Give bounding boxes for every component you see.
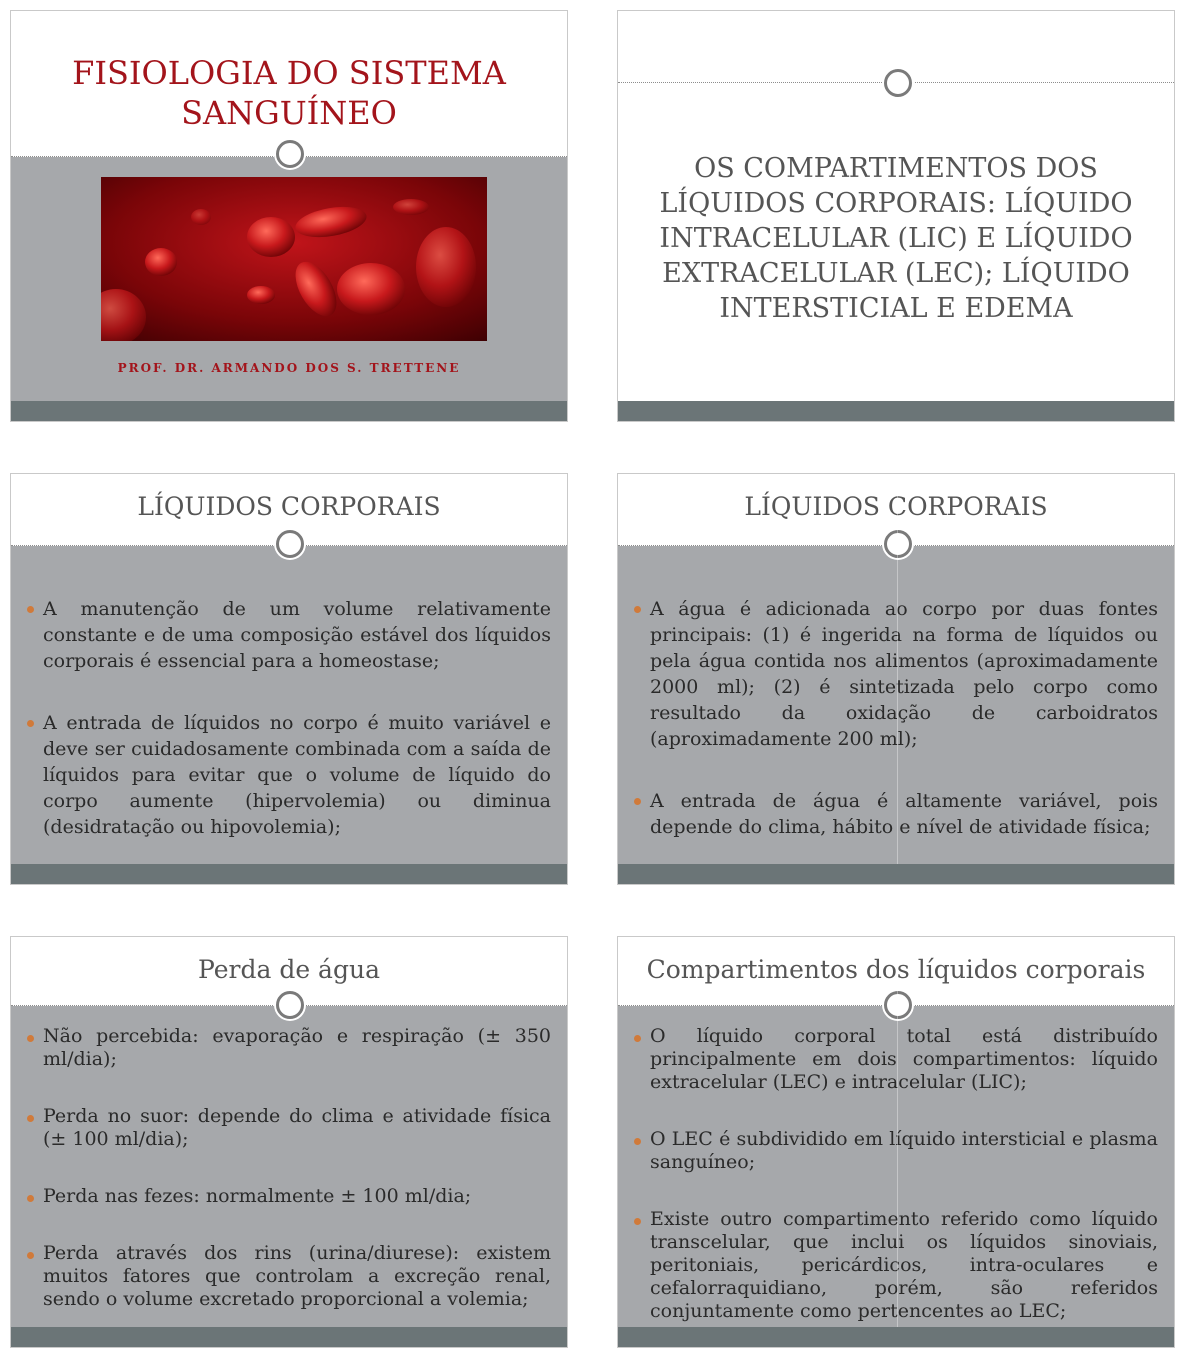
slide-footer xyxy=(11,1327,567,1347)
list-item: Não percebida: evaporação e respiração (± 350 ml/dia); xyxy=(25,1025,551,1071)
author-line: PROF. DR. ARMANDO DOS S. TRETTENE xyxy=(117,361,461,375)
page-fold-line xyxy=(897,937,898,1347)
slide-3 xyxy=(10,473,568,885)
slide-footer xyxy=(11,864,567,884)
bullet-list xyxy=(632,1025,1158,1323)
ring-ornament-icon xyxy=(276,140,304,168)
slide-1 xyxy=(10,10,568,422)
slide-title: LÍQUIDOS CORPORAIS xyxy=(744,492,1048,521)
ring-ornament-icon xyxy=(276,530,304,558)
red-blood-cells-image xyxy=(101,177,487,341)
slide-title: FISIOLOGIA DO SISTEMA SANGUÍNEO xyxy=(72,54,506,132)
bullet-list xyxy=(25,1025,551,1311)
ring-ornament-icon xyxy=(276,991,304,1019)
list-item: Perda através dos rins (urina/diurese): existem muitos fatores que controlam a excreção renal, sendo o volume excretado proporcional a volemia; xyxy=(25,1242,551,1311)
bullet-list xyxy=(25,596,551,840)
list-item: Existe outro compartimento referido como líquido transcelular, que inclui os líquidos sinoviais, peritoniais, pericárdicos, intra-oculares e cefalorraquidiano, porém, são referidos conjuntamente como pertencentes ao LEC; xyxy=(632,1208,1158,1323)
bullet-list xyxy=(632,596,1158,840)
page-fold-line xyxy=(897,474,898,884)
slide-title: Compartimentos dos líquidos corporais xyxy=(646,955,1146,984)
slide-footer xyxy=(618,1327,1174,1347)
list-item: A entrada de água é altamente variável, pois depende do clima, hábito e nível de atividade física; xyxy=(632,788,1158,840)
list-item: Perda nas fezes: normalmente ± 100 ml/dia; xyxy=(25,1185,551,1208)
list-item: O LEC é subdividido em líquido intersticial e plasma sanguíneo; xyxy=(632,1128,1158,1174)
list-item: A entrada de líquidos no corpo é muito variável e deve ser cuidadosamente combinada com a saída de líquidos para evitar que o volume de líquido do corpo aumente (hipervolemia) ou diminua (desidratação ou hipovolemia); xyxy=(25,710,551,840)
slide-6 xyxy=(617,936,1175,1348)
ring-ornament-icon xyxy=(884,991,912,1019)
list-item: O líquido corporal total está distribuído principalmente em dois compartimentos: líquido extracelular (LEC) e intracelular (LIC); xyxy=(632,1025,1158,1094)
list-item: Perda no suor: depende do clima e atividade física (± 100 ml/dia); xyxy=(25,1105,551,1151)
slide-footer xyxy=(11,401,567,421)
slide-title: LÍQUIDOS CORPORAIS xyxy=(137,492,441,521)
slide-footer xyxy=(618,401,1174,421)
list-item: A água é adicionada ao corpo por duas fontes principais: (1) é ingerida na forma de líquidos ou pela água contida nos alimentos (aproximadamente 2000 ml); (2) é sintetizada pelo corpo como resultado da oxidação de carboidratos (aproximadamente 200 ml); xyxy=(632,596,1158,752)
slide-5 xyxy=(10,936,568,1348)
ring-ornament-icon xyxy=(884,530,912,558)
list-item: A manutenção de um volume relativamente constante e de uma composição estável dos líquidos corporais é essencial para a homeostase; xyxy=(25,596,551,674)
slide-footer xyxy=(618,864,1174,884)
ring-ornament-icon xyxy=(884,69,912,97)
slide-4 xyxy=(617,473,1175,885)
slide-title: Perda de água xyxy=(198,955,380,984)
slide-2 xyxy=(617,10,1175,422)
section-title: OS COMPARTIMENTOS DOS LÍQUIDOS CORPORAIS: LÍQUIDO INTRACELULAR (LIC) E LÍQUIDO EXTRACELULAR (LEC); LÍQUIDO INTERSTICIAL E EDEMA xyxy=(659,153,1133,324)
